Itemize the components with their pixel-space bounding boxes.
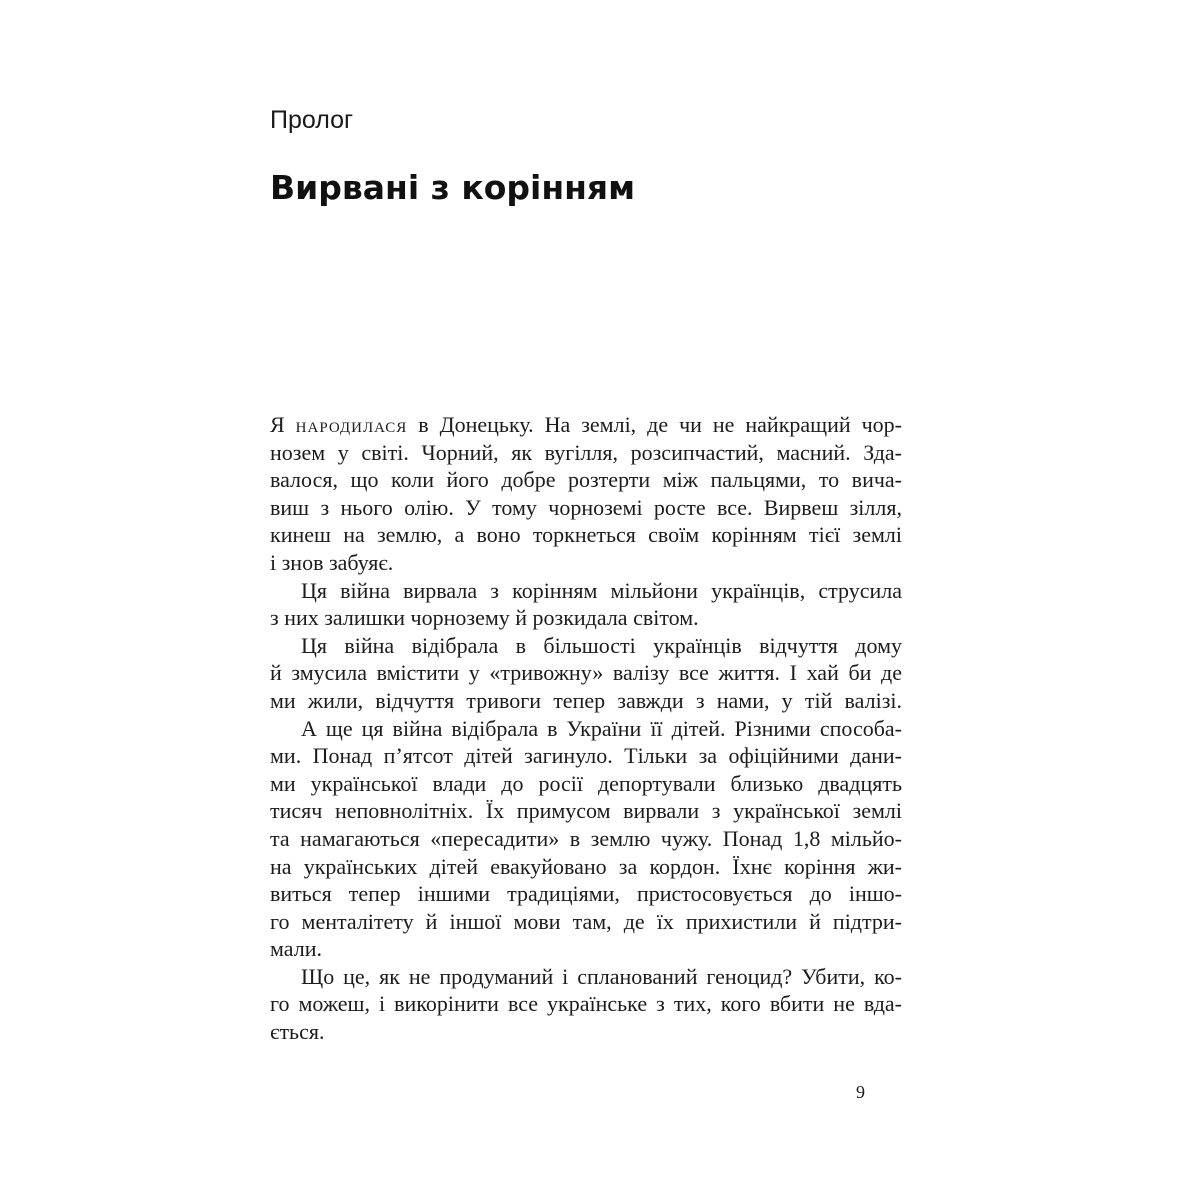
text-line: та намагаються «пересадити» в землю чужу. Понад 1,8 мільйо- [270,825,902,851]
text-line-1 [270,411,902,439]
text-line: й змусила вмістити у «тривожну» валізу все життя. І хай би де [270,660,902,686]
text-line: виться тепер іншими традиціями, пристосовується до іншо- [270,881,902,907]
first-line-rest: в Донецьку. На землі, де чи не найкращий чор- [407,412,902,437]
text-line: Що це, як не продуманий і спланований геноцид? Убити, ко- [301,963,902,989]
text-line: тисяч неповнолітніх. Їх примусом вирвали з української землі [270,798,902,824]
chapter-title: Вирвані з корінням [270,168,636,207]
text-line: кинеш на землю, а воно торкнеться своїм корінням тієї землі [270,522,902,548]
text-line: ється. [270,1019,325,1045]
smallcaps-word: народилася [295,412,408,437]
text-line: Ця війна вирвала з корінням мільйони українців, струсила [301,577,902,603]
text-line: на українських дітей евакуйовано за кордон. Їхнє коріння жи- [270,853,902,879]
text-line: мали. [270,936,322,962]
text-line: го можеш, і викорінити все українське з тих, кого вбити не вда- [270,991,902,1017]
text-line: го менталітету й іншої мови там, де їх прихистили й підтри- [270,908,902,934]
text-line: А ще ця війна відібрала в України її дітей. Різними способа- [301,715,902,741]
text-line: Ця війна відібрала в більшості українців відчуття дому [301,632,902,658]
text-line: з них залишки чорнозему й розкидала світом. [270,605,699,631]
text-line: ми жили, відчуття тривоги тепер завжди з нами, у тій валізі. [270,687,902,713]
text-line: валося, що коли його добре розтерти між пальцями, то вичa- [270,467,902,493]
chapter-label: Пролог [270,106,354,134]
body-text [270,411,902,1046]
text-line: виш з нього олію. У тому чорноземі росте все. Вирвеш зілля, [270,494,902,520]
text-line: ми української влади до росії депортували близько двадцять [270,770,902,796]
text-line: ми. Понад п’ятсот дітей загинуло. Тільки за офіційними дани- [270,743,902,769]
text-line: і знов забуяє. [270,549,394,575]
dropword: Я [270,412,285,437]
text-line: нозем у світі. Чорний, як вугілля, розсипчастий, масний. Зда- [270,439,902,465]
page-number: 9 [856,1082,865,1102]
